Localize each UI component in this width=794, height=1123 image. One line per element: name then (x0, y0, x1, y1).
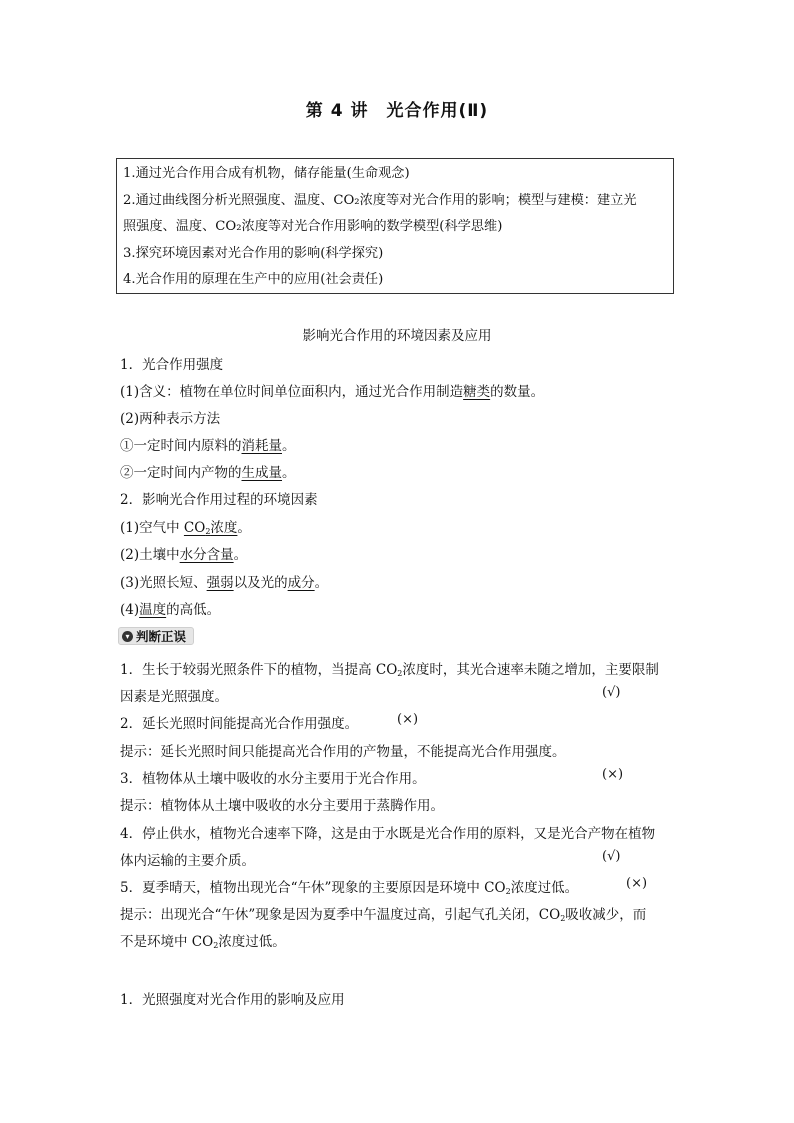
hint-2-line: 提示：延长光照时间只能提高光合作用的产物量，不能提高光合作用强度。 (120, 744, 566, 760)
hint-3-line: 提示：植物体从土壤中吸收的水分主要用于蒸腾作用。 (120, 798, 444, 814)
lecture-topic: 光合作用(Ⅱ) (386, 101, 489, 121)
heading-2: 2．影响光合作用过程的环境因素 (120, 492, 318, 508)
goal-line: 4.光合作用的原理在生产中的应用(社会责任) (123, 272, 384, 287)
blank-answer (184, 520, 238, 536)
text: ②一定时间内产物的 (120, 465, 242, 481)
text: 1．生长于较弱光照条件下的植物，当提高 CO (120, 662, 398, 678)
check-mark: (√) (602, 849, 621, 864)
text: 浓度过低。 (218, 934, 286, 950)
learning-goals-box (116, 158, 674, 294)
check-mark: (√) (602, 685, 621, 700)
text: (4) (120, 602, 140, 618)
question-1-line-1 (120, 658, 659, 678)
text: 。 (282, 465, 296, 481)
text: 。 (282, 438, 296, 454)
text: 吸收减少，而 (565, 907, 647, 923)
text: 浓度 (210, 520, 238, 536)
definition-line (120, 380, 544, 400)
goal-line: 照强度、温度、CO₂浓度等对光合作用影响的数学模型(科学思维) (123, 219, 503, 234)
blank-answer: 强弱 (206, 575, 234, 591)
page-title (0, 96, 794, 121)
blank-answer: 生成量 (241, 465, 282, 481)
subscript: 2 (505, 887, 511, 896)
hint-5-line-2 (120, 930, 286, 950)
text: 的高低。 (166, 602, 221, 618)
methods-line: (2)两种表示方法 (120, 411, 221, 427)
question-5-line (120, 876, 578, 896)
subscript: 2 (560, 914, 566, 923)
text: (1)含义：植物在单位时间单位面积内，通过光合作用制造 (120, 384, 464, 400)
text: 。 (233, 547, 248, 563)
factor-1-line (120, 516, 251, 536)
blank-answer: 消耗量 (241, 438, 282, 454)
cross-mark: (×) (602, 767, 624, 782)
question-4-line-2: 体内运输的主要介质。 (120, 853, 255, 869)
next-heading: 1．光照强度对光合作用的影响及应用 (120, 992, 345, 1008)
cross-mark: (×) (397, 712, 419, 727)
question-1-line-2: 因素是光照强度。 (120, 689, 228, 705)
goal-line: 1.通过光合作用合成有机物，储存能量(生命观念) (123, 166, 410, 181)
text: CO (183, 520, 206, 536)
factor-2-line (120, 543, 247, 563)
method-1-line (120, 434, 296, 454)
method-2-line (120, 461, 296, 481)
subscript: 2 (397, 669, 403, 678)
cross-mark: (×) (626, 876, 648, 891)
text: 不是环境中 CO (120, 934, 214, 950)
text: (1)空气中 (120, 520, 184, 536)
blank-answer: 糖类 (463, 384, 491, 400)
question-3-line: 3．植物体从土壤中吸收的水分主要用于光合作用。 (120, 771, 426, 787)
judge-badge-label: 判断正误 (136, 629, 187, 644)
blank-answer: 温度 (139, 602, 167, 618)
text: 提示：出现光合“午休”现象是因为夏季中午温度过高，引起气孔关闭，CO (120, 907, 561, 923)
text: 。 (237, 520, 251, 536)
text: (2)土壤中 (120, 547, 180, 563)
text: 浓度过低。 (510, 880, 579, 896)
heading-1: 1．光合作用强度 (120, 357, 224, 373)
lecture-number: 第 4 讲 (305, 101, 369, 121)
subscript: 2 (205, 527, 211, 536)
judge-badge (118, 627, 194, 645)
blank-answer: 成分 (287, 575, 315, 591)
text: 。 (314, 575, 329, 591)
text: 浓度时，其光合速率未随之增加，主要限制 (402, 662, 659, 678)
chevron-down-icon: ▾ (122, 631, 133, 642)
factor-4-line (120, 598, 220, 618)
factor-3-line (120, 571, 328, 591)
blank-answer: 水分含量 (179, 547, 234, 563)
section-title: 影响光合作用的环境因素及应用 (302, 328, 492, 344)
text: 5．夏季晴天，植物出现光合“午休”现象的主要原因是环境中 CO (120, 880, 506, 896)
text: (3)光照长短、 (120, 575, 207, 591)
goal-line: 3.探究环境因素对光合作用的影响(科学探究) (123, 245, 384, 261)
subscript: 2 (213, 941, 219, 950)
text: 以及光的 (233, 575, 288, 591)
text: 的数量。 (490, 384, 545, 400)
goal-line: 2.通过曲线图分析光照强度、温度、CO₂浓度等对光合作用的影响；模型与建模：建立光 (123, 192, 637, 208)
question-2-line: 2．延长光照时间能提高光合作用强度。 (120, 716, 359, 732)
hint-5-line-1 (120, 903, 646, 923)
question-4-line-1: 4．停止供水，植物光合速率下降，这是由于水既是光合作用的原料，又是光合产物在植物 (120, 826, 656, 842)
text: ①一定时间内原料的 (120, 438, 242, 454)
